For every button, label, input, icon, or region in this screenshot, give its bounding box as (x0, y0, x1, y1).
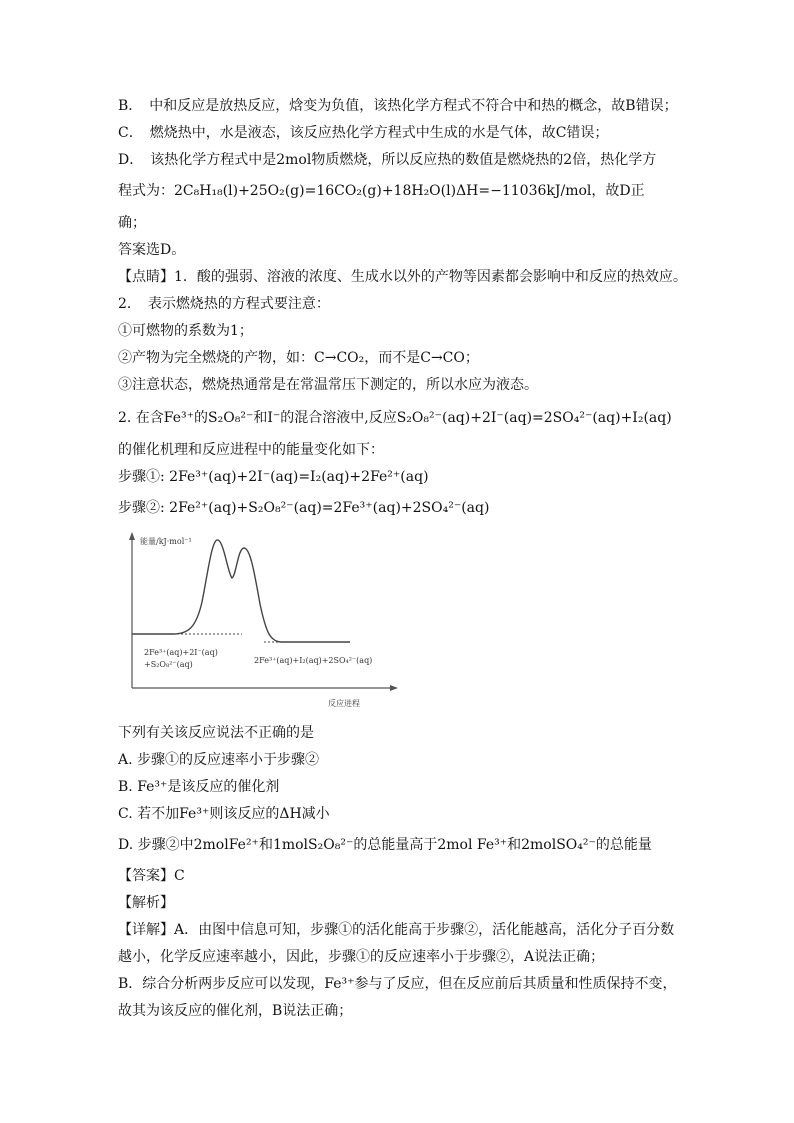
y-axis-arrow (129, 532, 135, 540)
analysis-line-4: 故其为该反应的催化剂，B说法正确； (118, 1003, 353, 1019)
answer-label: 【答案】C (118, 868, 185, 884)
product-label: 2Fe³⁺(aq)+I₂(aq)+2SO₄²⁻(aq) (254, 656, 373, 665)
reactant-label-1: 2Fe³⁺(aq)+2I⁻(aq) (144, 648, 218, 657)
line-answer-d: 答案选D。 (118, 242, 186, 258)
option-c: C. 若不加Fe³⁺则该反应的ΔH减小 (118, 806, 330, 822)
analysis-line-3: B．综合分析两步反应可以发现，Fe³⁺参与了反应，但在反应前后其质量和性质保持不变， (118, 976, 677, 992)
line-tip-2b: ②产物为完全燃烧的产物，如：C→CO₂，而不是C→CO； (118, 350, 479, 366)
step-1: 步骤①: 2Fe³⁺(aq)+2I⁻(aq)=I₂(aq)+2Fe²⁺(aq) (118, 469, 429, 485)
y-axis-label: 能量/kJ·mol⁻¹ (140, 537, 192, 546)
option-a: A. 步骤①的反应速率小于步骤② (118, 752, 320, 768)
step-2: 步骤②: 2Fe²⁺(aq)+S₂O₈²⁻(aq)=2Fe³⁺(aq)+2SO₄²⁻(aq) (118, 500, 490, 516)
option-d: D. 步骤②中2molFe²⁺和1molS₂O₈²⁻的总能量高于2mol Fe³⁺和2molSO₄²⁻的总能量 (118, 837, 652, 853)
line-tip-2a: ①可燃物的系数为1； (118, 323, 253, 339)
question-2-stem-cont: 的催化机理和反应进程中的能量变化如下： (118, 442, 384, 458)
x-axis-label: 反应进程 (328, 699, 360, 708)
option-b: B. Fe³⁺是该反应的催化剂 (118, 779, 280, 795)
reactant-label-2: +S₂O₈²⁻(aq) (144, 660, 193, 669)
line-tip-2: 2． 表示燃烧热的方程式要注意： (118, 296, 330, 312)
line-tip-1: 【点睛】1．酸的强弱、溶液的浓度、生成水以外的产物等因素都会影响中和反应的热效应。 (118, 269, 687, 285)
energy-curve (132, 540, 350, 642)
line-b: B． 中和反应是放热反应，焓变为负值，该热化学方程式不符合中和热的概念，故B错误； (118, 98, 678, 114)
line-c: C． 燃烧热中，水是液态，该反应热化学方程式中生成的水是气体，故C错误； (118, 125, 609, 141)
x-axis-arrow (390, 685, 398, 691)
line-d-end: 确； (118, 215, 146, 231)
line-d: D． 该热化学方程式中是2mol物质燃烧，所以反应热的数值是燃烧热的2倍，热化学方 (118, 152, 657, 168)
question-2-stem: 2. 在含Fe³⁺的S₂O₈²⁻和I⁻的混合溶液中,反应S₂O₈²⁻(aq)+2I⁻(aq)=2SO₄²⁻(aq)+I₂(aq) (118, 410, 672, 426)
line-d-equation: 程式为：2C₈H₁₈(l)+25O₂(g)=16CO₂(g)+18H₂O(l)ΔH=−11036kJ/mol，故D正 (118, 183, 645, 199)
line-tip-2c: ③注意状态，燃烧热通常是在常温常压下测定的，所以水应为液态。 (118, 377, 538, 393)
question-prompt: 下列有关该反应说法不正确的是 (118, 725, 314, 741)
energy-diagram (118, 530, 408, 715)
analysis-line-1: 【详解】A．由图中信息可知，步骤①的活化能高于步骤②，活化能越高，活化分子百分数 (118, 922, 675, 938)
analysis-line-2: 越小，化学反应速率越小，因此，步骤①的反应速率小于步骤②，A说法正确； (118, 949, 605, 965)
analysis-title: 【解析】 (118, 895, 174, 911)
